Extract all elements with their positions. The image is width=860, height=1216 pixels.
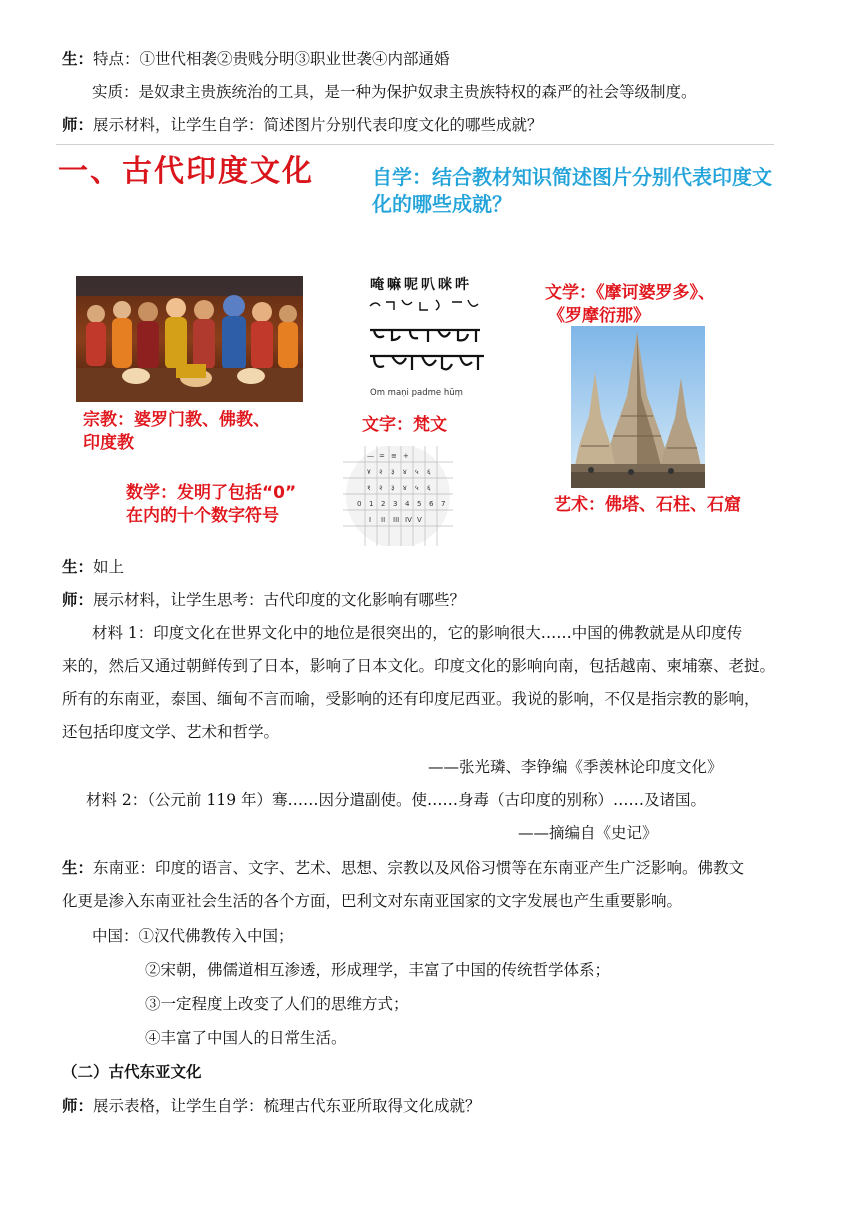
svg-text:2: 2 (381, 500, 386, 508)
svg-text:—: — (367, 452, 374, 460)
svg-text:६: ६ (427, 468, 431, 476)
svg-text:३: ३ (391, 468, 395, 476)
svg-text:٧: ٧ (367, 468, 371, 476)
speaker-teacher: 师： (62, 1096, 94, 1115)
china-influence-4: ④丰富了中国人的日常生活。 (145, 1029, 347, 1047)
svg-text:4: 4 (405, 500, 410, 508)
svg-text:I: I (369, 516, 372, 524)
svg-text:6: 6 (429, 500, 434, 508)
hindu-deities-painting (76, 276, 303, 402)
svg-text:1: 1 (369, 500, 374, 508)
slide-top-rule (56, 144, 774, 145)
svg-text:IV: IV (405, 516, 412, 524)
student-southeast-asia-line1 (62, 857, 744, 879)
svg-text:५: ५ (415, 468, 419, 476)
material1-line2: 来的，然后又通过朝鲜传到了日本，影响了日本文化。印度文化的影响向南，包括越南、柬埔寨、老挝。 (62, 657, 776, 675)
material1-source: ——张光璘、李铮编《季羡林论印度文化》 (428, 758, 723, 776)
material2-source: ——摘编自《史记》 (518, 824, 658, 842)
sanskrit-mantra-image (366, 270, 496, 406)
student-answer-line (62, 556, 124, 578)
svg-text:४: ४ (403, 484, 407, 492)
svg-text:४: ४ (403, 468, 407, 476)
material1-line1: 材料 1：印度文化在世界文化中的地位是很突出的，它的影响很大……中国的佛教就是从印度传 (92, 624, 743, 642)
teacher-east-asia-line (62, 1095, 481, 1117)
religion-caption: 宗教：婆罗门教、佛教、印度教 (83, 410, 270, 453)
script-caption: 文字：梵文 (362, 415, 447, 435)
material1-line4: 还包括印度文学、艺术和哲学。 (62, 723, 280, 741)
art-caption: 艺术：佛塔、石柱、石窟 (554, 495, 741, 515)
svg-text:7: 7 (441, 500, 446, 508)
math-caption-line1: 数学：发明了包括“0” (126, 483, 297, 503)
literature-caption-line1: 文学：《摩诃婆罗多》、 (545, 283, 715, 303)
svg-text:0: 0 (357, 500, 362, 508)
svg-text:६: ६ (427, 484, 431, 492)
china-influence-1: 中国：①汉代佛教传入中国； (92, 927, 294, 945)
svg-text:१: १ (367, 484, 371, 492)
caste-features: 特点：①世代相袭②贵贱分明③职业世袭④内部通婚 (93, 50, 450, 68)
speaker-teacher: 师： (62, 590, 94, 609)
material1-line3: 所有的东南亚，泰国、缅甸不言而喻，受影响的还有印度尼西亚。我说的影响，不仅是指宗教的影响， (62, 690, 760, 708)
teacher-question: 展示材料，让学生思考：古代印度的文化影响有哪些？ (93, 591, 466, 609)
slide-title: 一、古代印度文化 (58, 154, 314, 189)
speaker-student: 生： (62, 557, 94, 576)
mantra-chinese: 唵嘛呢叭咪吽 (370, 277, 472, 293)
section-heading-east-asia: （二）古代东亚文化 (62, 1062, 202, 1081)
svg-text:२: २ (379, 468, 383, 476)
speaker-teacher: 师： (62, 115, 94, 134)
math-caption-line2: 在内的十个数字符号 (126, 506, 279, 526)
slide-selfstudy-prompt: 自学：结合教材知识简述图片分别代表印度文化的哪些成就？ (372, 165, 772, 216)
svg-text:+: + (403, 452, 409, 460)
caste-essence: 实质：是奴隶主贵族统治的工具，是一种为保护奴隶主贵族特权的森严的社会等级制度。 (92, 83, 697, 101)
teacher-question-line (62, 589, 465, 611)
intro-line-1 (62, 48, 450, 70)
southeast-asia-text: 东南亚：印度的语言、文字、艺术、思想、宗教以及风俗习惯等在东南亚产生广泛影响。佛教文 (93, 859, 745, 877)
pagoda-photo (571, 326, 705, 488)
intro-line-3 (62, 114, 543, 136)
student-southeast-asia-line2: 化更是渗入东南亚社会生活的各个方面，巴利文对东南亚国家的文字发展也产生重要影响。 (62, 892, 683, 910)
material2-text: 材料 2：（公元前 119 年）骞……因分遣副使。使……身毒（古印度的别称）……及诸国。 (86, 791, 706, 809)
svg-text:२: २ (379, 484, 383, 492)
svg-text:≡: ≡ (391, 452, 397, 460)
china-influence-3: ③一定程度上改变了人们的思维方式； (145, 995, 409, 1013)
literature-caption-line2: 《罗摩衍那》 (548, 306, 650, 326)
svg-text:V: V (417, 516, 422, 524)
student-answer: 如上 (93, 558, 125, 576)
svg-text:II: II (381, 516, 386, 524)
svg-text:५: ५ (415, 484, 419, 492)
speaker-student: 生： (62, 858, 94, 877)
mantra-romanization: Om maṇi padme hūṃ (370, 388, 463, 398)
teacher-instruction: 展示材料，让学生自学：简述图片分别代表印度文化的哪些成就？ (93, 116, 543, 134)
teacher-east-asia-instruction: 展示表格，让学生自学：梳理古代东亚所取得文化成就？ (93, 1097, 481, 1115)
china-influence-2: ②宋朝，佛儒道相互渗透，形成理学，丰富了中国的传统哲学体系； (145, 961, 611, 979)
svg-text:III: III (393, 516, 400, 524)
svg-text:३: ३ (391, 484, 395, 492)
svg-text:3: 3 (393, 500, 398, 508)
svg-text:=: = (379, 452, 385, 460)
ancient-numerals-table (341, 446, 455, 546)
speaker-student: 生： (62, 49, 94, 68)
svg-text:5: 5 (417, 500, 422, 508)
